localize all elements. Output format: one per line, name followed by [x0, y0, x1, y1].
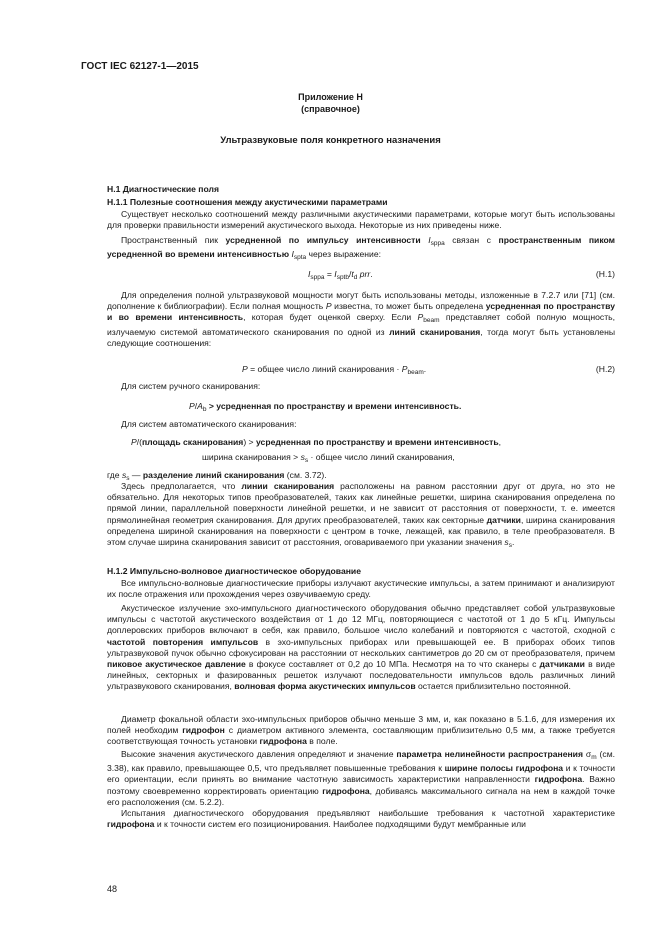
auto-scan-label: Для систем автоматического сканирования: — [121, 419, 297, 429]
paragraph-pulse-wave: Все импульсно-волновые диагностические приборы излучают акустические импульсы, а затем принимают и анализируют их после отражения или прохождения через озвучиваемую среду. — [107, 578, 615, 600]
appendix-title: Приложение Н — [298, 92, 363, 102]
manual-scan-relation: $P/A_b$ > усредненная по пространству и времени интенсивность. — [189, 401, 462, 413]
paragraph-where-ss: где $s_s$ — разделение линий сканирования (см. 3.72). — [107, 470, 327, 482]
equation-h2-number: (Н.2) — [595, 364, 615, 374]
paragraph-intro: Существует несколько соотношений между различными акустическими параметрами, которые могут быть использованы для проверки правильности измерений акустического выхода. Некоторые из них приведены ниже. — [107, 209, 615, 231]
paragraph-spatial-peak: Пространственный пик усредненной по импульсу интенсивности $I_{sppa}$ связан с пространственным пиком усредненной во времени интенсивностью $I_{spta}$ через выражение: — [107, 235, 616, 262]
auto-scan-relation-1: P/(площадь сканирования) > усредненная по пространству и времени интенсивность, — [131, 437, 502, 447]
paragraph-total-power: Для определения полной ультразвуковой мощности могут быть использованы методы, изложенные в 7.2.7 или [71] (см. дополнение к библиографии). Если полная мощность P известна, то может быть определена усредненная по пространству и во времени интенсивность, которая будет оценкой сверху. Если $P_{beam}$ представляет собой полную мощность, излучаемую системой автоматического сканирования по одной из линий сканирования, тогда могут быть установлены следующие соотношения: — [107, 290, 615, 348]
page-number: 48 — [107, 884, 118, 894]
appendix-heading: Ультразвуковые поля конкретного назначения — [220, 135, 441, 146]
document-code: ГОСТ IEC 62127-1—2015 — [81, 61, 199, 72]
manual-scan-label: Для систем ручного сканирования: — [121, 381, 261, 391]
section-h12-heading: Н.1.2 Импульсно-волновое диагностическое оборудование — [107, 566, 361, 576]
equation-h2: P = общее число линий сканирования · $P_{beam}$. — [242, 364, 427, 376]
paragraph-assumption: Здесь предполагается, что линии сканирования расположены на равном расстоянии друг от друга, но это не обязательно. Для некоторых типов преобразователей, таких как линейные решетки, ширина сканирования определена по прямой линии, параллельной поверхности линейной решетки, и не зависит от расстояния от поверхности, т. е. имеется прямолинейная геометрия сканирования. Для других преобразователей, таких как секторные датчики, ширина сканирования определена шириной сканирования на поверхности с центром в точке, лежащей, как правило, в теле преобразователя. В этом случае ширина сканирования зависит от расстояния, оговариваемого при указании значения $s_s$. — [107, 481, 615, 550]
appendix-subtitle: (справочное) — [301, 104, 360, 114]
paragraph-testing: Испытания диагностического оборудования предъявляют наибольшие требования к частотной характеристике гидрофона и к точности систем его позиционирования. Наиболее подходящими будут мембранные или — [107, 808, 615, 830]
equation-h1-number: (Н.1) — [595, 269, 615, 279]
section-h1-heading: Н.1 Диагностические поля — [107, 184, 220, 194]
equation-h1: $I_{sppa} = I_{sptb}/t_d$ prr. — [308, 269, 373, 281]
paragraph-high-pressure: Высокие значения акустического давления определяют и значение параметра нелинейности распространения $\sigma_m$ (см. 3.38), как правило, превышающее 0,5, что предъявляет повышенные требования к ширине полосы гидрофона и к точности его ориентации, если принять во внимание частотную зависимость характеристики направленности гидрофона. Важно поэтому своевременно корректировать ориентацию гидрофона, добиваясь максимального сигнала на нем в каждой точке его расположения (см. 5.2.2). — [107, 749, 616, 807]
section-h11-heading: Н.1.1 Полезные соотношения между акустическими параметрами — [107, 197, 388, 207]
paragraph-echo-pulse: Акустическое излучение эхо-импульсного диагностического оборудования обычно представляет собой ультразвуковые импульсы с частотой акустического воздействия от 1 до 12 МГц, повторяющиеся с частотой от 1 до 5 кГц. Импульсы доплеровских приборов включают в себя, как правило, большое число колебаний и повторяются с частотой, сходной с частотой повторения импульсов в эхо-импульсных приборах или превышающей ее. В приборах обоих типов ультразвуковой пучок обычно сфокусирован на расстоянии от нескольких сантиметров до 20 см от преобразователя, причем пиковое акустическое давление в фокусе составляет от 0,2 до 10 МПа. Несмотря на то что сканеры с датчиками в виде линейных, секторных и фазированных решеток излучают последовательности импульсов вдоль различных линий ультразвукового сканирования, волновая форма акустических импульсов остается приблизительно постоянной. — [107, 603, 615, 692]
paragraph-focal-diameter: Диаметр фокальной области эхо-импульсных приборов обычно меньше 3 мм, и, как показано в 5.1.6, для измерения их полей необходим гидрофон с диаметром активного элемента, составляющим приблизительно 0,5 мм, а также требуется соответствующая точность установки гидрофона в поле. — [107, 714, 615, 747]
auto-scan-relation-2: ширина сканирования > $s_s$ · общее число линий сканирования, — [202, 452, 455, 464]
